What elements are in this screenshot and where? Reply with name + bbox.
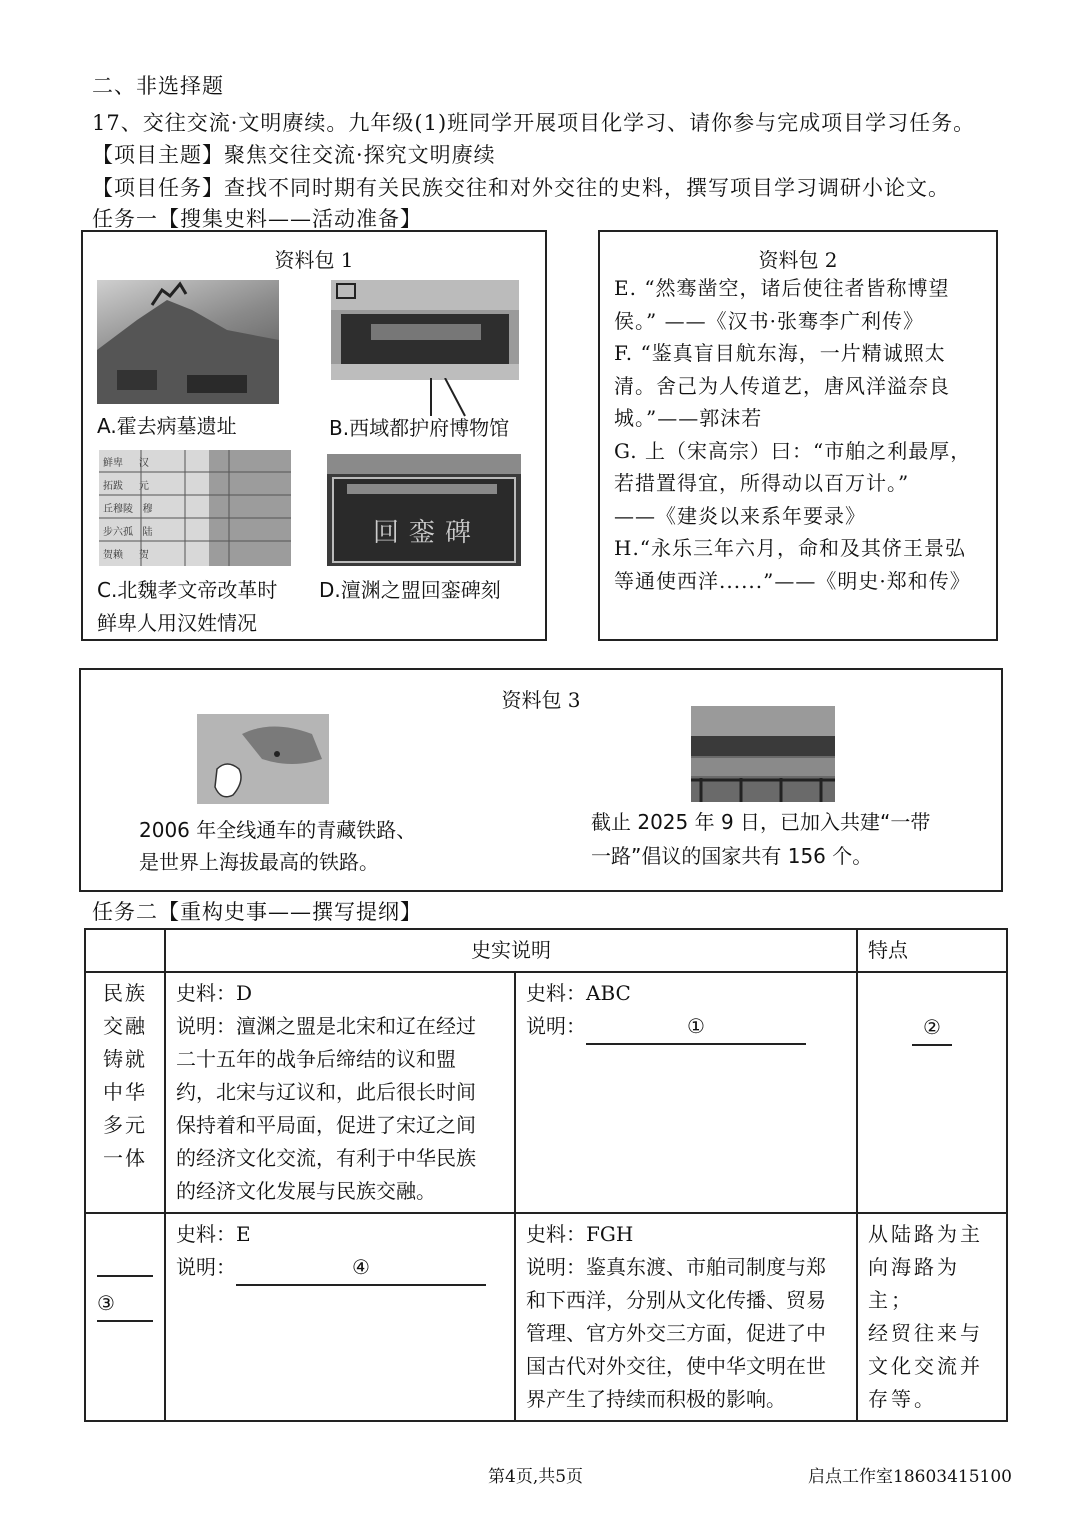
row2-feature-cell: 从陆路为主 向海路为主； 经贸往来与 文化交流并 存等。 xyxy=(857,1213,1007,1421)
packet2-line: 等通使西洋......”——《明史·郑和传》 xyxy=(614,568,971,593)
page-number: 第4页,共5页 xyxy=(488,1467,584,1487)
row2-label xyxy=(85,1213,165,1421)
project-task: 【项目任务】查找不同时期有关民族交往和对外交往的史料，撰写项目学习调研小论文。 xyxy=(92,176,950,200)
packet2-line: F. “鉴真盲目航东海，一片精诚照太 xyxy=(614,341,946,365)
packet3-left-caption-2: 是世界上海拔最高的铁路。 xyxy=(139,850,379,874)
packet2-line: ——《建炎以来系年要录》 xyxy=(614,503,866,528)
packet2-line: E. “然骞凿空，诸后使往者皆称博望 xyxy=(614,276,950,300)
answer-blank-2[interactable]: ② xyxy=(912,1011,952,1046)
caption-b: B.西域都护府博物馆 xyxy=(329,416,510,440)
row1-left-cell: 史料：D 说明：澶渊之盟是北宋和辽在经过 二十五年的战争后缔结的议和盟 约，北宋与辽议和，此后很长时间 保持着和平局面，促进了宋辽之间 的经济文化交流，有利于中华民族 的经济文化发展与民族交融。 xyxy=(165,972,515,1213)
museum-image xyxy=(331,280,519,380)
packet1-box xyxy=(81,230,547,641)
row1-left-source: 史料：D xyxy=(176,981,253,1005)
surname-table-text: 鲜卑 汉 拓跋 元 丘穆陵 穆 步六孤 陆 贺赖 贺 xyxy=(103,458,153,561)
packet1-title: 资料包 1 xyxy=(274,248,354,272)
caption-d: D.澶渊之盟回銮碑刻 xyxy=(319,578,501,602)
row1-right-source: 史料：ABC xyxy=(526,981,631,1005)
packet2-line: 城。”——郭沫若 xyxy=(614,406,763,430)
row2-left-source: 史料：E xyxy=(176,1222,251,1246)
section-heading: 二、非选择题 xyxy=(92,74,224,98)
stele-text: 回銮碑 xyxy=(373,518,482,548)
world-map-image xyxy=(197,714,329,804)
packet3-right-caption-1: 截止 2025 年 9 日，已加入共建“一带 xyxy=(591,810,931,834)
packet3-left-caption-1: 2006 年全线通车的青藏铁路、 xyxy=(139,818,417,842)
answer-blank-4[interactable]: ④ xyxy=(236,1251,486,1286)
header-mid: 史实说明 xyxy=(165,929,857,972)
studio-credit: 启点工作室18603415100 xyxy=(808,1467,1012,1487)
task2-heading: 任务二【重构史事——撰写提纲】 xyxy=(92,900,422,924)
answer-blank-1[interactable]: ① xyxy=(586,1010,806,1045)
outline-table xyxy=(84,928,1008,1422)
header-right: 特点 xyxy=(857,929,1007,972)
packet3-right-caption-2: 一路”倡议的国家共有 156 个。 xyxy=(591,844,873,868)
packet3-title: 资料包 3 xyxy=(501,688,581,712)
packet2-line: 侯。” ——《汉书·张骞李广利传》 xyxy=(614,308,924,333)
tomb-site-image xyxy=(97,280,279,404)
caption-a: A.霍去病墓遗址 xyxy=(97,414,237,438)
row1-label: 民族 交融 铸就 中华 多元 一体 xyxy=(85,972,165,1213)
packet2-line: 清。舍己为人传道艺，唐风洋溢奈良 xyxy=(614,373,950,398)
table-corner xyxy=(85,929,165,972)
row1-right-cell: 史料：ABC 说明： ① xyxy=(515,972,857,1213)
packet2-line: 若措置得宜，所得动以百万计。” xyxy=(614,471,910,495)
stele-image xyxy=(327,454,521,566)
packet2-title: 资料包 2 xyxy=(758,248,838,272)
railway-image xyxy=(691,706,835,802)
row2-left-cell: 史料：E 说明： ④ xyxy=(165,1213,515,1421)
packet2-box xyxy=(598,230,998,641)
packet2-sources xyxy=(614,272,971,597)
caption-c-2: 鲜卑人用汉姓情况 xyxy=(97,611,257,635)
packet3-box xyxy=(79,668,1003,892)
row1-feature-cell xyxy=(857,972,1007,1213)
surname-table-image xyxy=(99,450,291,566)
row2-right-source: 史料：FGH xyxy=(526,1222,634,1246)
packet2-line: H.“永乐三年六月，命和及其侪王景弘 xyxy=(614,536,967,560)
task1-heading: 任务一【搜集史料——活动准备】 xyxy=(92,207,422,231)
answer-blank-3[interactable]: ③ xyxy=(97,1287,153,1322)
project-theme: 【项目主题】聚焦交往交流·探究文明赓续 xyxy=(92,143,496,167)
row2-right-cell: 史料：FGH 说明：鉴真东渡、市舶司制度与郑 和下西洋，分别从文化传播、贸易 管理、官方外交三方面，促进了中 国古代对外交往，使中华文明在世 界产生了持续而积极的影响。 xyxy=(515,1213,857,1421)
question-stem: 17、交往交流·文明赓续。九年级(1)班同学开展项目化学习、请你参与完成项目学习任务。 xyxy=(92,111,976,135)
packet2-line: G. 上（宋高宗）曰：“市舶之利最厚， xyxy=(614,438,972,463)
caption-c-1: C.北魏孝文帝改革时 xyxy=(97,578,278,602)
